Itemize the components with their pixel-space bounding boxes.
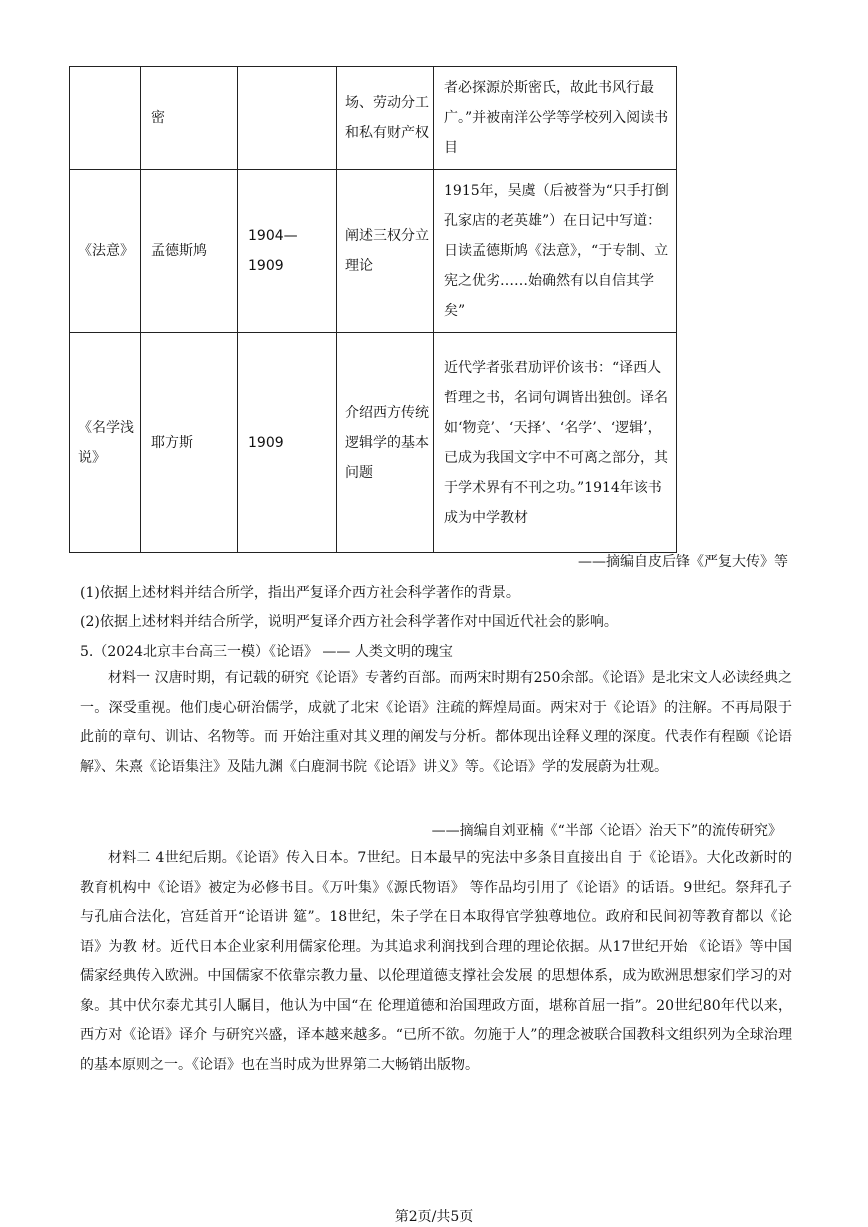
source-citation: ——摘编自皮后锋《严复大传》等 xyxy=(578,554,788,570)
book-title-cell xyxy=(70,67,141,170)
table-row xyxy=(70,67,677,170)
table-row xyxy=(70,170,677,333)
years-cell: 1909 xyxy=(238,333,337,553)
years-cell xyxy=(238,67,337,170)
question-2: (2)依据上述材料并结合所学，说明严复译介西方社会科学著作对中国近代社会的影响。 xyxy=(80,614,618,630)
author-cell: 耶方斯 xyxy=(141,333,238,553)
influence-cell: 1915年，吴虞（后被誉为“只手打倒孔家店的老英雄”）在日记中写道：日读孟德斯鸠《法意》，“于专制、立宪之优劣……始确然有以自信其学矣” xyxy=(434,170,677,333)
book-title-cell: 《名学浅说》 xyxy=(70,333,141,553)
content-cell: 阐述三权分立理论 xyxy=(337,170,434,333)
influence-cell: 者必探源於斯密氏，故此书风行最广。”并被南洋公学等学校列入阅读书目 xyxy=(434,67,677,170)
content-cell: 介绍西方传统逻辑学的基本问题 xyxy=(337,333,434,553)
book-title-cell: 《法意》 xyxy=(70,170,141,333)
years-cell: 1904—1909 xyxy=(238,170,337,333)
question-1: (1)依据上述材料并结合所学，指出严复译介西方社会科学著作的背景。 xyxy=(80,585,520,601)
material-two: 材料二 4世纪后期。《论语》传入日本。7世纪。日本最早的宪法中多条目直接出自 于《论语》。大化改新时的教育机构中《论语》被定为必修书目。《万叶集》《源氏物语》 等作品均引用了《论语》的话语。9世纪。祭拜孔子与孔庙合法化，宫廷首开“论语讲 筵”。18世纪，朱子学在日本取得官学独尊地位。政府和民间初等教育都以《论语》为教 材。近代日本企业家利用儒家伦理。为其追求利润找到合理的理论依据。从17世纪开始 《论语》等中国儒家经典传入欧洲。中国儒家不依靠宗教力量、以伦理道德支撑社会发展 的思想体系，成为欧洲思想家们学习的对象。其中伏尔泰尤其引人瞩目，他认为中国“在 伦理道德和治国理政方面，堪称首屈一指”。20世纪80年代以来，西方对《论语》译介 与研究兴盛，译本越来越多。“已所不欲。勿施于人”的理念被联合国教科文组织列为全球治理的基本原则之一。《论语》也在当时成为世界第二大畅销出版物。 xyxy=(80,850,792,1073)
author-cell: 密 xyxy=(141,67,238,170)
author-cell: 孟德斯鸠 xyxy=(141,170,238,333)
question-5-title: 5.（2024北京丰台高三一模）《论语》 —— 人类文明的瑰宝 xyxy=(80,644,453,660)
books-table xyxy=(69,66,677,553)
content-cell: 场、劳动分工和私有财产权 xyxy=(337,67,434,170)
table-row xyxy=(70,333,677,553)
source-citation: ——摘编自刘亚楠《“半部〈论语〉治天下”的流传研究》 xyxy=(431,823,782,839)
material-one: 材料一 汉唐时期，有记载的研究《论语》专著约百部。而两宋时期有250余部。《论语》是北宋文人必读经典之一。深受重视。他们虔心研治儒学，成就了北宋《论语》注疏的辉煌局面。两宋对于《论语》的注解。不再局限于此前的章句、训诂、名物等。而 开始注重对其义理的阐发与分析。都体现出诠释义理的深度。代表作有程颐《论语解》、朱熹《论语集注》及陆九渊《白鹿洞书院《论语》讲义》等。《论语》学的发展蔚为壮观。 xyxy=(80,670,792,775)
page-footer: 第2页/共5页 xyxy=(394,1209,474,1225)
influence-cell: 近代学者张君劢评价该书：“译西人哲理之书，名词句调皆出独创。译名如‘物竞’、‘天择’、‘名学’、‘逻辑’，已成为我国文字中不可离之部分，其于学术界有不刊之功。”1914年该书成为中学教材 xyxy=(434,333,677,553)
